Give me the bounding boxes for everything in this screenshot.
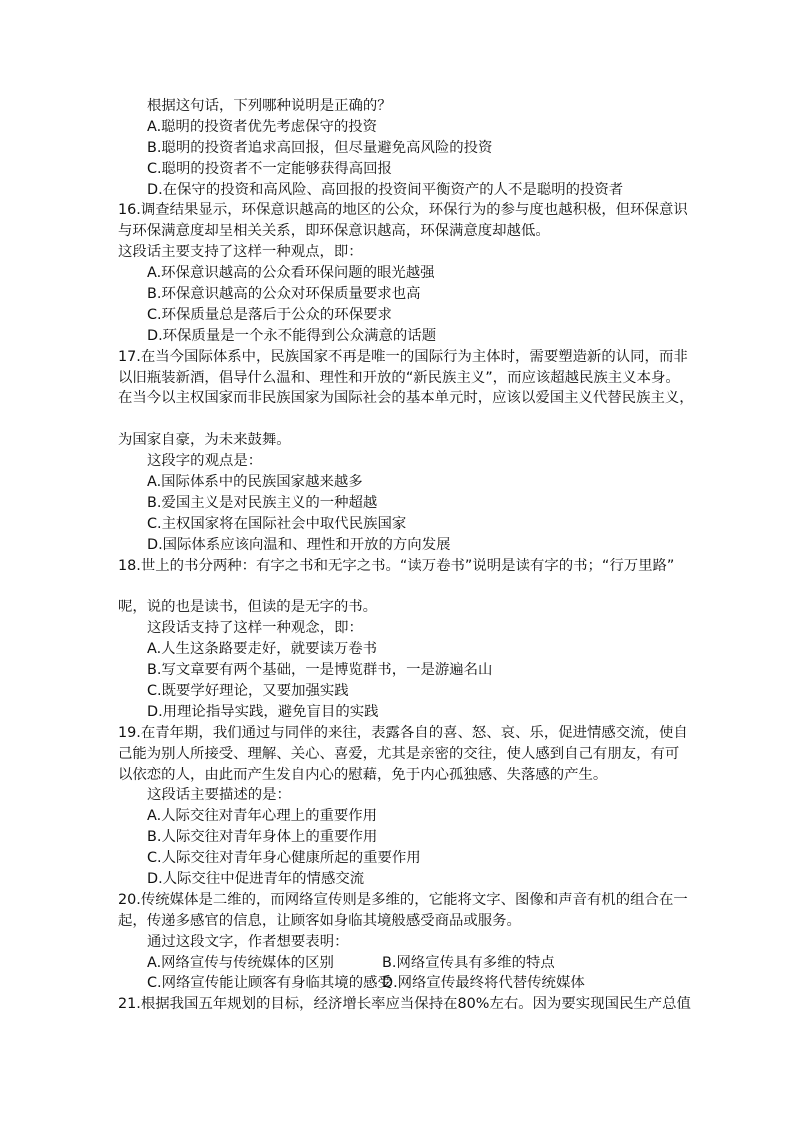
text-line bbox=[118, 660, 688, 681]
text-line bbox=[118, 806, 688, 827]
blank-line bbox=[118, 409, 688, 430]
line-text: D.用理论指导实践，避免盲目的实践 bbox=[147, 703, 379, 720]
line-text: 这段话支持了这样一种观念，即： bbox=[147, 620, 363, 637]
line-text: 这段话主要描述的是： bbox=[147, 787, 291, 804]
line-text: C.聪明的投资者不一定能够获得高回报 bbox=[147, 160, 392, 177]
line-text: D.环保质量是一个永不能得到公众满意的话题 bbox=[147, 327, 437, 344]
text-line bbox=[118, 911, 688, 932]
text-line bbox=[118, 514, 688, 535]
line-text: 16.调查结果显示，环保意识越高的地区的公众，环保行为的参与度也越积极，但环保意识 bbox=[118, 202, 688, 219]
line-text: D.国际体系应该向温和、理性和开放的方向发展 bbox=[147, 536, 451, 553]
text-line bbox=[118, 430, 688, 451]
text-line bbox=[118, 744, 688, 765]
text-line bbox=[118, 159, 688, 180]
document-page bbox=[118, 96, 694, 1015]
line-text: B.写文章要有两个基础，一是博览群书，一是游遍名山 bbox=[147, 662, 493, 679]
text-line bbox=[118, 451, 688, 472]
line-text: D.人际交往中促进青年的情感交流 bbox=[147, 870, 365, 887]
text-line bbox=[118, 597, 688, 618]
line-text: 为国家自豪，为未来鼓舞。 bbox=[118, 432, 291, 449]
line-text: C.环保质量总是落后于公众的环保要求 bbox=[147, 306, 392, 323]
line-text: 起，传递多感官的信息，让顾客如身临其境般感受商品或服务。 bbox=[118, 912, 521, 929]
text-line bbox=[118, 848, 688, 869]
text-line bbox=[118, 200, 688, 221]
text-line bbox=[118, 493, 688, 514]
line-text: 以依恋的人，由此而产生发自内心的慰藉，免于内心孤独感、失落感的产生。 bbox=[118, 766, 608, 783]
line-text: B.爱国主义是对民族主义的一种超越 bbox=[147, 494, 378, 511]
option-text-second-column: B.网络宣传具有多维的特点 bbox=[382, 954, 555, 971]
option-text-second-column: D.网络宣传最终将代替传统媒体 bbox=[382, 975, 585, 992]
line-text: 18.世上的书分两种：有字之书和无字之书。“读万卷书”说明是读有字的书；“行万里路” bbox=[118, 557, 675, 574]
line-text: 21.根据我国五年规划的目标，经济增长率应当保持在80%左右。因为要实现国民生产总值 bbox=[118, 996, 691, 1013]
text-line bbox=[118, 284, 688, 305]
line-text: 己能为别人所接受、理解、关心、喜爱，尤其是亲密的交往，使人感到自己有朋友，有可 bbox=[118, 745, 680, 762]
text-line bbox=[118, 347, 688, 368]
line-text: A.网络宣传与传统媒体的区别 bbox=[147, 954, 334, 971]
line-text: 19.在青年期，我们通过与同伴的来往，表露各自的喜、怒、哀、乐，促进情感交流，使自 bbox=[118, 724, 688, 741]
text-line bbox=[118, 263, 688, 284]
text-line bbox=[118, 138, 688, 159]
line-text: 以旧瓶装新酒，倡导什么温和、理性和开放的“新民族主义”，而应该超越民族主义本身。 bbox=[118, 369, 680, 386]
text-line bbox=[118, 869, 688, 890]
line-text: C.主权国家将在国际社会中取代民族国家 bbox=[147, 515, 407, 532]
text-line bbox=[118, 96, 688, 117]
line-text: A.聪明的投资者优先考虑保守的投资 bbox=[147, 118, 378, 135]
line-text: B.聪明的投资者追求高回报，但尽量避免高风险的投资 bbox=[147, 139, 493, 156]
line-text: A.国际体系中的民族国家越来越多 bbox=[147, 474, 363, 491]
text-line bbox=[118, 180, 688, 201]
line-text: C.网络宣传能让顾客有身临其境的感受 bbox=[147, 975, 392, 992]
line-text: B.环保意识越高的公众对环保质量要求也高 bbox=[147, 286, 421, 303]
line-text: 根据这句话，下列哪种说明是正确的？ bbox=[147, 98, 392, 114]
text-line bbox=[118, 953, 688, 974]
line-text: 通过这段文字，作者想要表明： bbox=[147, 933, 349, 950]
text-line bbox=[118, 388, 694, 409]
line-text: D.在保守的投资和高风险、高回报的投资间平衡资产的人不是聪明的投资者 bbox=[147, 181, 624, 198]
text-line bbox=[118, 472, 688, 493]
text-line bbox=[118, 368, 688, 389]
text-line bbox=[118, 827, 688, 848]
text-line bbox=[118, 890, 688, 911]
text-line bbox=[118, 932, 688, 953]
text-line bbox=[118, 702, 688, 723]
text-line bbox=[118, 618, 688, 639]
text-line bbox=[118, 681, 688, 702]
line-text: 这段话主要支持了这样一种观点，即： bbox=[118, 244, 363, 261]
text-line bbox=[118, 723, 688, 744]
text-line bbox=[118, 326, 688, 347]
line-text: A.环保意识越高的公众看环保问题的眼光越强 bbox=[147, 265, 435, 282]
line-text: B.人际交往对青年身体上的重要作用 bbox=[147, 829, 378, 846]
text-line bbox=[118, 221, 688, 242]
text-line bbox=[118, 305, 688, 326]
line-text: 在当今以主权国家而非民族国家为国际社会的基本单元时，应该以爱国主义代替民族主义， bbox=[118, 390, 694, 407]
line-text: 17.在当今国际体系中，民族国家不再是唯一的国际行为主体时，需要塑造新的认同，而非 bbox=[118, 348, 688, 365]
line-text: 20.传统媒体是二维的，而网络宣传则是多维的，它能将文字、图像和声音有机的组合在一 bbox=[118, 891, 688, 908]
line-text: C.人际交往对青年身心健康所起的重要作用 bbox=[147, 850, 421, 867]
text-line bbox=[118, 765, 688, 786]
line-text: 这段字的观点是： bbox=[147, 453, 263, 470]
text-line bbox=[118, 535, 688, 556]
line-text: A.人际交往对青年心理上的重要作用 bbox=[147, 808, 378, 825]
text-line bbox=[118, 994, 691, 1015]
text-line bbox=[118, 639, 688, 660]
text-line bbox=[118, 973, 688, 994]
line-text: 呢，说的也是读书，但读的是无字的书。 bbox=[118, 599, 378, 616]
text-line bbox=[118, 556, 688, 577]
text-line bbox=[118, 785, 688, 806]
line-text: 与环保满意度却呈相关关系，即环保意识越高，环保满意度却越低。 bbox=[118, 223, 550, 240]
text-line bbox=[118, 242, 688, 263]
text-line bbox=[118, 117, 688, 138]
blank-line bbox=[118, 576, 688, 597]
line-text: A.人生这条路要走好，就要读万卷书 bbox=[147, 641, 378, 658]
line-text: C.既要学好理论，又要加强实践 bbox=[147, 682, 349, 699]
